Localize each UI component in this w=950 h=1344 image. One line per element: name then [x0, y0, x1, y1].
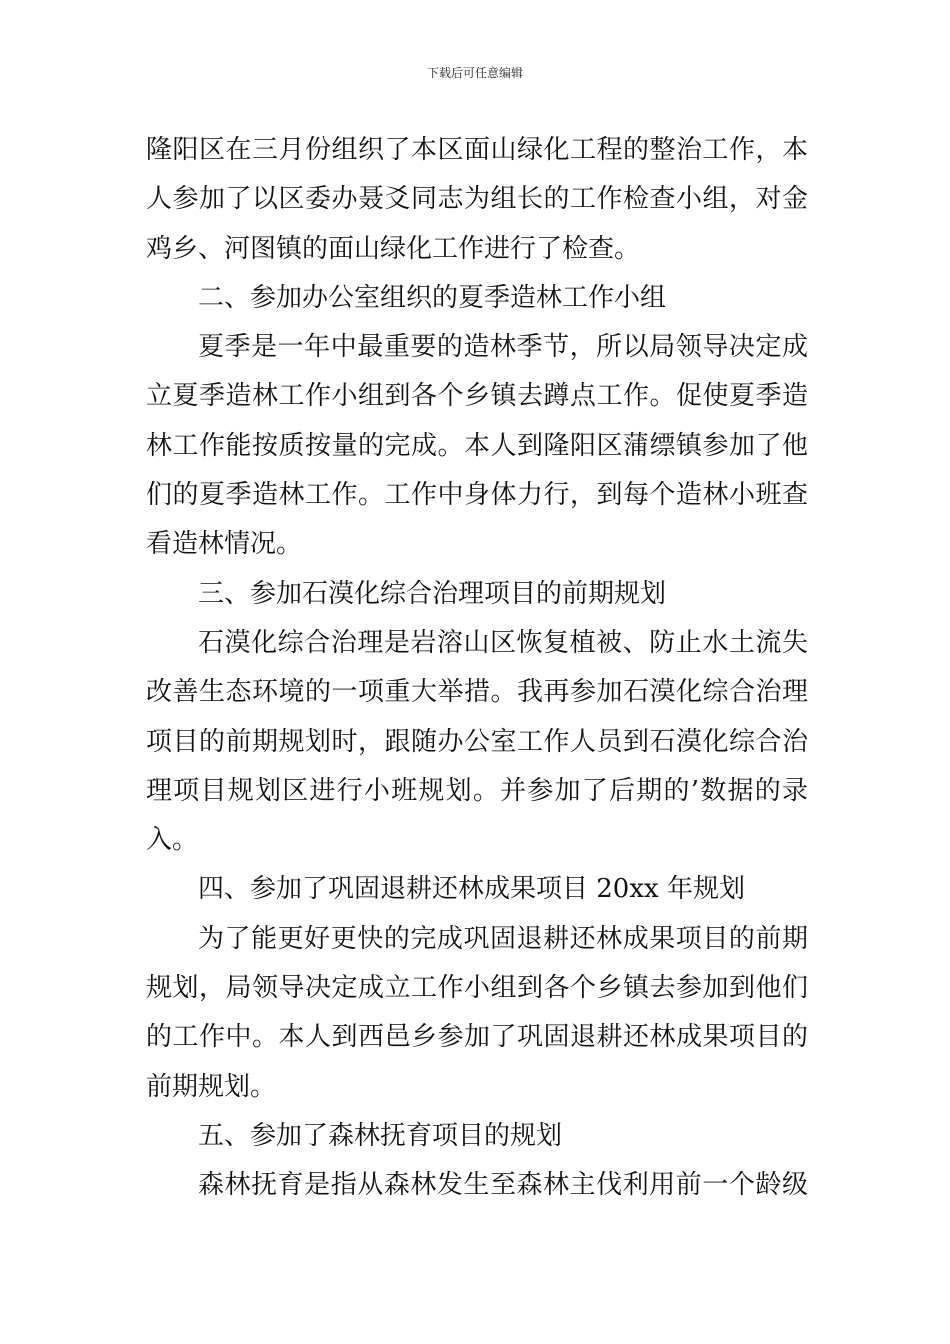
section-heading: 三、参加石漠化综合治理项目的前期规划 [198, 578, 667, 609]
paragraph-line: 人参加了以区委办聂爻同志为组长的工作检查小组，对金 [146, 184, 808, 215]
paragraph-line: 看造林情况。 [146, 529, 303, 560]
page-header: 下载后可任意编辑 [426, 66, 523, 80]
paragraph-line: 鸡乡、河图镇的面山绿化工作进行了检查。 [146, 233, 641, 264]
section-heading: 四、参加了巩固退耕还林成果项目 20xx 年规划 [198, 874, 745, 905]
paragraph-line: 入。 [146, 825, 199, 856]
paragraph-line: 林工作能按质按量的完成。本人到隆阳区蒲缥镇参加了他 [146, 430, 808, 461]
paragraph-line: 们的夏季造林工作。工作中身体力行，到每个造林小班查 [146, 480, 808, 511]
section-heading: 二、参加办公室组织的夏季造林工作小组 [198, 282, 667, 313]
paragraph-line: 立夏季造林工作小组到各个乡镇去蹲点工作。促使夏季造 [146, 381, 808, 412]
paragraph-line: 为了能更好更快的完成巩固退耕还林成果项目的前期 [198, 923, 808, 954]
paragraph-line: 改善生态环境的一项重大举措。我再参加石漠化综合治理 [146, 677, 808, 708]
paragraph-line: 前期规划。 [146, 1071, 277, 1102]
section-heading: 五、参加了森林抚育项目的规划 [198, 1120, 563, 1151]
paragraph-line: 夏季是一年中最重要的造林季节，所以局领导决定成 [198, 332, 808, 363]
document-body [146, 126, 808, 1211]
paragraph-line: 规划，局领导决定成立工作小组到各个乡镇去参加到他们 [146, 973, 808, 1004]
paragraph-line: 隆阳区在三月份组织了本区面山绿化工程的整治工作，本 [146, 135, 808, 165]
paragraph-line: 的工作中。本人到西邑乡参加了巩固退耕还林成果项目的 [146, 1022, 808, 1053]
paragraph-line: 石漠化综合治理是岩溶山区恢复植被、防止水土流失 [198, 627, 808, 658]
paragraph-line: 理项目规划区进行小班规划。并参加了后期的’数据的录 [146, 775, 808, 806]
paragraph-line: 森林抚育是指从森林发生至森林主伐利用前一个龄级 [198, 1170, 808, 1201]
paragraph-line: 项目的前期规划时，跟随办公室工作人员到石漠化综合治 [146, 726, 808, 757]
